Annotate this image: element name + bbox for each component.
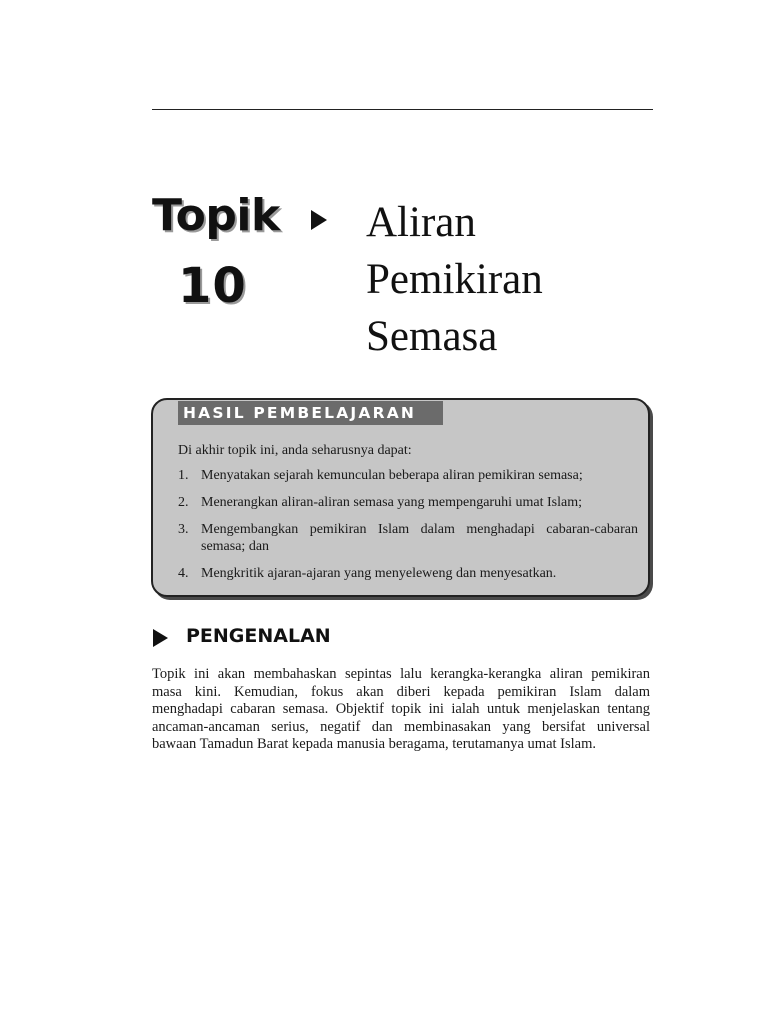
paragraph-line: menghadapi cabaran semasa. Objektif topik ini ialah untuk menjelaskan tentang (152, 701, 650, 717)
list-item (178, 494, 638, 511)
paragraph-line: Topik ini akan membahaskan sepintas lalu kerangka-kerangka aliran pemikiran (152, 666, 650, 682)
list-item-text: Menerangkan aliran-aliran semasa yang mempengaruhi umat Islam; (201, 495, 582, 510)
paragraph-line: ancaman-ancaman serius, negatif dan membinasakan yang bersifat universal (152, 718, 650, 735)
topic-label: Topik (152, 190, 280, 241)
list-item-text: Mengembangkan pemikiran Islam dalam menghadapi cabaran-cabaran semasa; dan (201, 522, 638, 554)
learning-outcomes-intro: Di akhir topik ini, anda seharusnya dapat: (178, 443, 412, 458)
list-item-number: 1. (178, 468, 189, 483)
list-item-number: 4. (178, 566, 189, 581)
paragraph-line: masa kini. Kemudian, fokus akan diberi kepada pemikiran Islam dalam (152, 683, 650, 700)
chapter-title-line: Semasa (366, 313, 498, 360)
section-heading: PENGENALAN (186, 625, 331, 647)
topic-number: 10 (178, 258, 247, 314)
chapter-title-line: Pemikiran (366, 256, 543, 303)
header-rule (152, 109, 653, 110)
learning-outcomes-heading: HASIL PEMBELAJARAN (178, 401, 443, 425)
list-item-number: 3. (178, 522, 189, 537)
title-arrow-icon (311, 210, 327, 230)
paragraph-line: bawaan Tamadun Barat kepada manusia beragama, terutamanya umat Islam. (152, 736, 597, 752)
learning-outcomes-list (178, 467, 638, 592)
chapter-title (366, 194, 543, 365)
list-item (178, 467, 638, 484)
chapter-title-line: Aliran (366, 199, 476, 246)
section-arrow-icon (153, 629, 168, 647)
intro-paragraph (152, 666, 650, 754)
list-item-text: Mengkritik ajaran-ajaran yang menyeleweng dan menyesatkan. (201, 566, 557, 581)
list-item (178, 565, 638, 582)
list-item-text: Menyatakan sejarah kemunculan beberapa aliran pemikiran semasa; (201, 468, 583, 483)
list-item (178, 521, 638, 555)
list-item-number: 2. (178, 495, 189, 510)
